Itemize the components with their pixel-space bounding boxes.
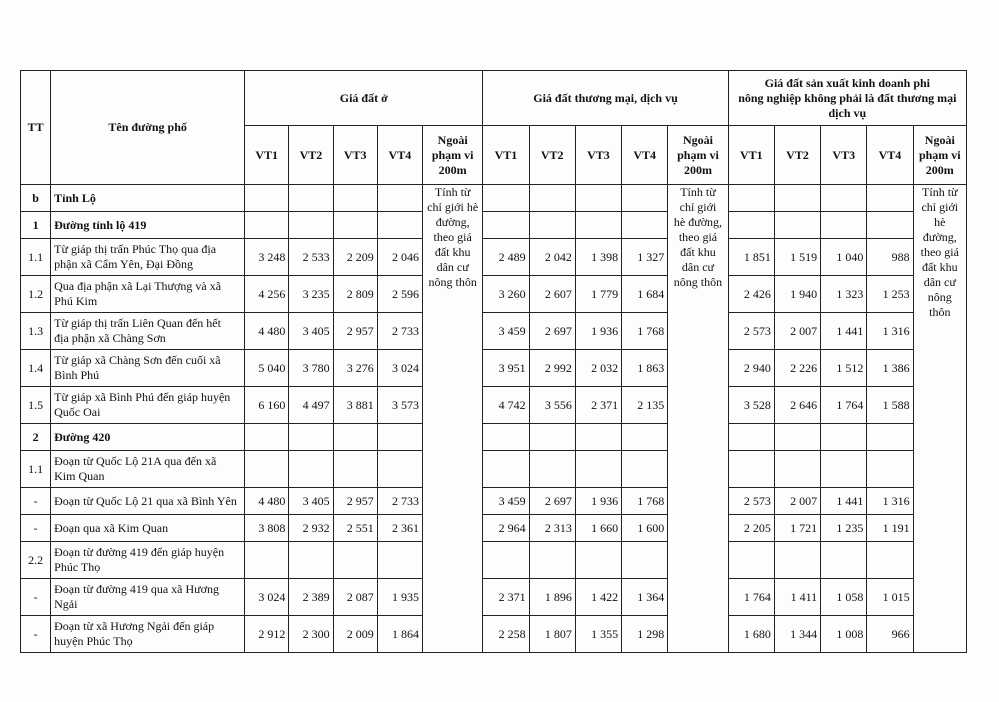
price-cell [728,212,774,239]
street-segment-line2: phận xã Cẩm Yên, Đại Đồng [54,257,193,271]
header-production-land [728,71,966,126]
table-row [21,488,967,515]
price-cell [867,212,913,239]
street-segment-line2: Ngải [54,597,78,611]
outside-note-line: đất khu [921,260,958,274]
price-cell [333,542,377,579]
street-segment-line2: địa phận xã Chàng Sơn [54,331,166,345]
price-cell [377,185,422,212]
price-cell: 1 422 [575,579,621,616]
street-segment-line2: Kim Quan [54,469,105,483]
price-cell: 2 258 [483,616,529,653]
price-cell: 2 607 [529,276,575,313]
price-cell: 1 935 [377,579,422,616]
price-cell [529,451,575,488]
street-segment [51,276,245,313]
price-cell: 2 646 [774,387,820,424]
price-cell: 1 936 [575,313,621,350]
price-cell: 1 660 [575,515,621,542]
price-cell [774,542,820,579]
price-cell [774,451,820,488]
price-cell: 1 253 [867,276,913,313]
price-cell [529,542,575,579]
table-row [21,239,967,276]
price-cell [245,185,289,212]
price-cell [622,185,668,212]
street-segment [51,424,245,451]
price-cell [575,212,621,239]
price-cell: 2 697 [529,313,575,350]
price-cell [728,424,774,451]
outside-note-line: chỉ giới hè [427,200,479,214]
price-cell: 1 600 [622,515,668,542]
price-cell [333,451,377,488]
street-segment-line1: Đoạn từ xã Hương Ngải đến giáp [54,619,215,633]
price-cell: 1 519 [774,239,820,276]
outside-note-line: theo giá [678,230,718,244]
price-cell [728,185,774,212]
outside-note-line: chỉ giới [921,200,959,214]
price-cell: 2 912 [245,616,289,653]
price-cell [483,424,529,451]
street-segment-line1: Từ giáp xã Chàng Sơn đến cuối xã [54,353,221,367]
street-segment [51,451,245,488]
price-cell: 1 864 [377,616,422,653]
header-commercial-land: Giá đất thương mại, dịch vụ [483,71,728,126]
header-production-line2: nông nghiệp không phải là đất thương mại [738,90,957,105]
price-cell: 1 411 [774,579,820,616]
price-cell: 3 260 [483,276,529,313]
header-vt2: VT2 [289,126,333,185]
price-cell: 2 371 [575,387,621,424]
price-cell: 2 596 [377,276,422,313]
price-cell: 2 932 [289,515,333,542]
price-cell: 1 807 [529,616,575,653]
price-cell: 5 040 [245,350,289,387]
price-cell [245,451,289,488]
street-segment [51,515,245,542]
price-cell: 1 721 [774,515,820,542]
price-cell: 3 881 [333,387,377,424]
street-segment [51,387,245,424]
price-cell: 2 551 [333,515,377,542]
header-vt4: VT4 [867,126,913,185]
row-index: - [21,579,51,616]
price-cell: 2 135 [622,387,668,424]
price-cell: 1 040 [821,239,867,276]
price-cell: 1 355 [575,616,621,653]
table-body [21,185,967,653]
price-cell [289,451,333,488]
price-cell: 1 327 [622,239,668,276]
street-segment-line2: Phú Kim [54,294,98,308]
row-index: - [21,488,51,515]
outside-note-line: theo giá [920,245,959,259]
price-cell [867,185,913,212]
price-cell: 3 405 [289,488,333,515]
price-cell [483,212,529,239]
price-cell: 2 957 [333,313,377,350]
price-cell [333,424,377,451]
price-cell: 3 808 [245,515,289,542]
price-cell: 3 951 [483,350,529,387]
row-index: 1.5 [21,387,51,424]
outside-note-line: hè đường, [673,215,723,229]
outside-200m-note [423,185,483,653]
price-cell: 1 316 [867,488,913,515]
street-segment-line1: Đường 420 [54,429,111,444]
price-cell: 1 851 [728,239,774,276]
price-cell: 1 191 [867,515,913,542]
street-segment-line1: Đoạn từ đường 419 qua xã Hương [54,582,219,596]
table-row [21,616,967,653]
street-segment [51,239,245,276]
price-cell: 1 323 [821,276,867,313]
price-cell: 2 313 [529,515,575,542]
price-cell: 2 226 [774,350,820,387]
price-cell [821,424,867,451]
price-cell: 1 235 [821,515,867,542]
street-segment [51,542,245,579]
price-cell: 1 344 [774,616,820,653]
price-cell: 2 009 [333,616,377,653]
outside-200m-note [668,185,728,653]
price-cell: 1 896 [529,579,575,616]
table-row [21,313,967,350]
price-cell [377,424,422,451]
price-cell: 4 497 [289,387,333,424]
price-cell [333,185,377,212]
row-index: 2.2 [21,542,51,579]
price-cell [289,424,333,451]
row-index: - [21,515,51,542]
price-cell: 1 768 [622,313,668,350]
price-cell [774,424,820,451]
price-cell: 3 024 [377,350,422,387]
outside-note-line: theo giá [433,230,472,244]
price-cell [774,212,820,239]
price-cell: 2 032 [575,350,621,387]
price-cell: 2 042 [529,239,575,276]
table-row [21,451,967,488]
price-cell: 1 768 [622,488,668,515]
header-production-line1: Giá đất sản xuất kinh doanh phi [764,75,931,90]
header-residential-land: Giá đất ở [245,71,483,126]
header-vt3: VT3 [333,126,377,185]
price-cell [377,451,422,488]
price-cell: 3 573 [377,387,422,424]
price-cell: 2 489 [483,239,529,276]
price-cell [377,212,422,239]
price-cell [483,542,529,579]
price-cell [867,424,913,451]
price-cell [333,212,377,239]
price-cell: 2 007 [774,313,820,350]
outside-note-line: chỉ giới [679,200,717,214]
table-row [21,542,967,579]
header-vt4: VT4 [622,126,668,185]
price-cell: 2 992 [529,350,575,387]
price-cell [728,451,774,488]
price-cell: 1 588 [867,387,913,424]
header-vt3: VT3 [821,126,867,185]
price-cell: 2 209 [333,239,377,276]
price-cell [483,185,529,212]
price-cell: 3 405 [289,313,333,350]
table-row [21,276,967,313]
price-cell: 3 235 [289,276,333,313]
price-cell: 3 024 [245,579,289,616]
street-segment-line1: Đường tỉnh lộ 419 [54,217,147,232]
price-cell: 1 680 [728,616,774,653]
price-cell: 2 087 [333,579,377,616]
street-segment [51,488,245,515]
price-cell [289,212,333,239]
price-cell [622,424,668,451]
price-cell [483,451,529,488]
price-cell: 2 940 [728,350,774,387]
price-cell: 6 160 [245,387,289,424]
price-cell [575,185,621,212]
price-cell [622,212,668,239]
price-cell [774,185,820,212]
price-cell [575,424,621,451]
price-cell: 4 480 [245,313,289,350]
price-cell [245,542,289,579]
price-cell: 1 441 [821,488,867,515]
price-cell: 3 780 [289,350,333,387]
price-cell: 2 371 [483,579,529,616]
price-cell [377,542,422,579]
price-cell: 3 556 [529,387,575,424]
row-index: 2 [21,424,51,451]
street-segment-line2: huyện Phúc Thọ [54,634,133,648]
price-cell: 3 459 [483,488,529,515]
price-cell: 1 684 [622,276,668,313]
outside-note-line: Tính từ [434,185,471,199]
price-cell: 1 015 [867,579,913,616]
outside-note-line: nông thôn [927,290,952,319]
price-cell: 2 573 [728,313,774,350]
price-cell: 2 533 [289,239,333,276]
header-street-name: Tên đường phố [51,71,245,185]
price-cell: 4 742 [483,387,529,424]
price-cell: 2 957 [333,488,377,515]
land-price-table [20,70,967,653]
outside-note-line: đất khu [434,245,471,259]
price-cell: 1 398 [575,239,621,276]
row-index: 1.2 [21,276,51,313]
outside-note-line: đường, [435,215,470,229]
price-cell [622,451,668,488]
price-cell: 2 809 [333,276,377,313]
price-cell [728,542,774,579]
price-cell: 2 573 [728,488,774,515]
row-index: 1.3 [21,313,51,350]
street-segment [51,212,245,239]
street-segment-line2: Phúc Thọ [54,560,101,574]
street-segment-line1: Đoạn từ đường 419 đến giáp huyện [54,545,225,559]
price-cell: 2 733 [377,488,422,515]
price-cell: 2 389 [289,579,333,616]
outside-note-line: dân cư [681,260,715,274]
table-row [21,515,967,542]
row-index: b [21,185,51,212]
price-cell: 2 697 [529,488,575,515]
table-row [21,424,967,451]
price-cell: 2 426 [728,276,774,313]
outside-note-line: đất khu [680,245,716,259]
price-cell: 2 205 [728,515,774,542]
row-index: - [21,616,51,653]
price-cell: 988 [867,239,913,276]
price-cell [821,185,867,212]
row-index: 1 [21,212,51,239]
street-segment-line1: Từ giáp thị trấn Liên Quan đến hết [54,316,221,330]
price-cell [529,212,575,239]
price-cell [821,212,867,239]
row-index: 1.1 [21,451,51,488]
street-segment-line1: Qua địa phận xã Lại Thượng và xã [54,279,222,293]
price-cell: 1 008 [821,616,867,653]
price-cell: 1 764 [728,579,774,616]
header-vt3: VT3 [575,126,621,185]
street-segment [51,313,245,350]
price-cell [245,212,289,239]
price-cell: 1 386 [867,350,913,387]
price-cell [867,542,913,579]
price-cell: 4 256 [245,276,289,313]
table-row [21,185,967,212]
street-segment [51,616,245,653]
price-cell: 1 298 [622,616,668,653]
header-vt1: VT1 [728,126,774,185]
table-row [21,350,967,387]
street-segment-line2: Bình Phú [54,368,100,382]
price-cell: 1 441 [821,313,867,350]
price-cell: 1 058 [821,579,867,616]
price-cell: 2 361 [377,515,422,542]
header-vt4: VT4 [377,126,422,185]
price-cell: 3 276 [333,350,377,387]
header-row-groups [21,71,967,126]
price-cell: 1 779 [575,276,621,313]
header-outside-200m: Ngoài phạm vi 200m [913,126,966,185]
price-cell [821,451,867,488]
outside-note-line: hè đường, [922,215,957,244]
price-cell: 2 733 [377,313,422,350]
price-cell [575,542,621,579]
price-cell [529,424,575,451]
header-production-line3: dịch vụ [828,105,867,120]
street-segment-line1: Từ giáp thị trấn Phúc Thọ qua địa [54,242,217,256]
price-cell [245,424,289,451]
row-index: 1.4 [21,350,51,387]
outside-note-line: dân cư [436,260,469,274]
price-cell: 1 936 [575,488,621,515]
outside-note-line: nông thôn [428,275,477,289]
price-cell [867,451,913,488]
price-cell: 966 [867,616,913,653]
street-segment-line2: Quốc Oai [54,405,101,419]
price-cell: 3 459 [483,313,529,350]
street-segment [51,350,245,387]
price-cell: 1 764 [821,387,867,424]
table-row [21,579,967,616]
price-cell: 1 940 [774,276,820,313]
street-segment [51,579,245,616]
street-segment-line1: Tỉnh Lộ [54,190,96,205]
street-segment-line1: Đoạn từ Quốc Lộ 21A qua đến xã [54,454,217,468]
street-segment [51,185,245,212]
outside-200m-note [913,185,966,653]
price-cell: 2 964 [483,515,529,542]
price-cell [289,185,333,212]
header-outside-200m: Ngoài phạm vi 200m [668,126,728,185]
price-cell [821,542,867,579]
outside-note-line: dân cư [923,275,956,289]
street-segment-line1: Đoạn từ Quốc Lộ 21 qua xã Bình Yên [54,493,237,508]
price-cell: 4 480 [245,488,289,515]
header-outside-200m: Ngoài phạm vi 200m [423,126,483,185]
price-cell [575,451,621,488]
price-cell [529,185,575,212]
street-segment-line1: Đoạn qua xã Kim Quan [54,520,169,535]
price-cell: 3 528 [728,387,774,424]
header-vt1: VT1 [483,126,529,185]
outside-note-line: nông thôn [673,275,723,289]
table-row [21,212,967,239]
outside-note-line: Tính từ [680,185,716,199]
price-cell: 1 316 [867,313,913,350]
price-cell: 2 300 [289,616,333,653]
header-tt: TT [21,71,51,185]
price-cell: 2 046 [377,239,422,276]
outside-note-line: Tính từ [922,185,958,199]
price-cell: 1 863 [622,350,668,387]
price-cell: 1 364 [622,579,668,616]
price-cell: 1 512 [821,350,867,387]
row-index: 1.1 [21,239,51,276]
header-vt2: VT2 [529,126,575,185]
header-vt2: VT2 [774,126,820,185]
table-row [21,387,967,424]
price-cell: 3 248 [245,239,289,276]
price-cell [289,542,333,579]
street-segment-line1: Từ giáp xã Bình Phú đến giáp huyện [54,390,231,404]
price-cell [622,542,668,579]
header-vt1: VT1 [245,126,289,185]
price-cell: 2 007 [774,488,820,515]
